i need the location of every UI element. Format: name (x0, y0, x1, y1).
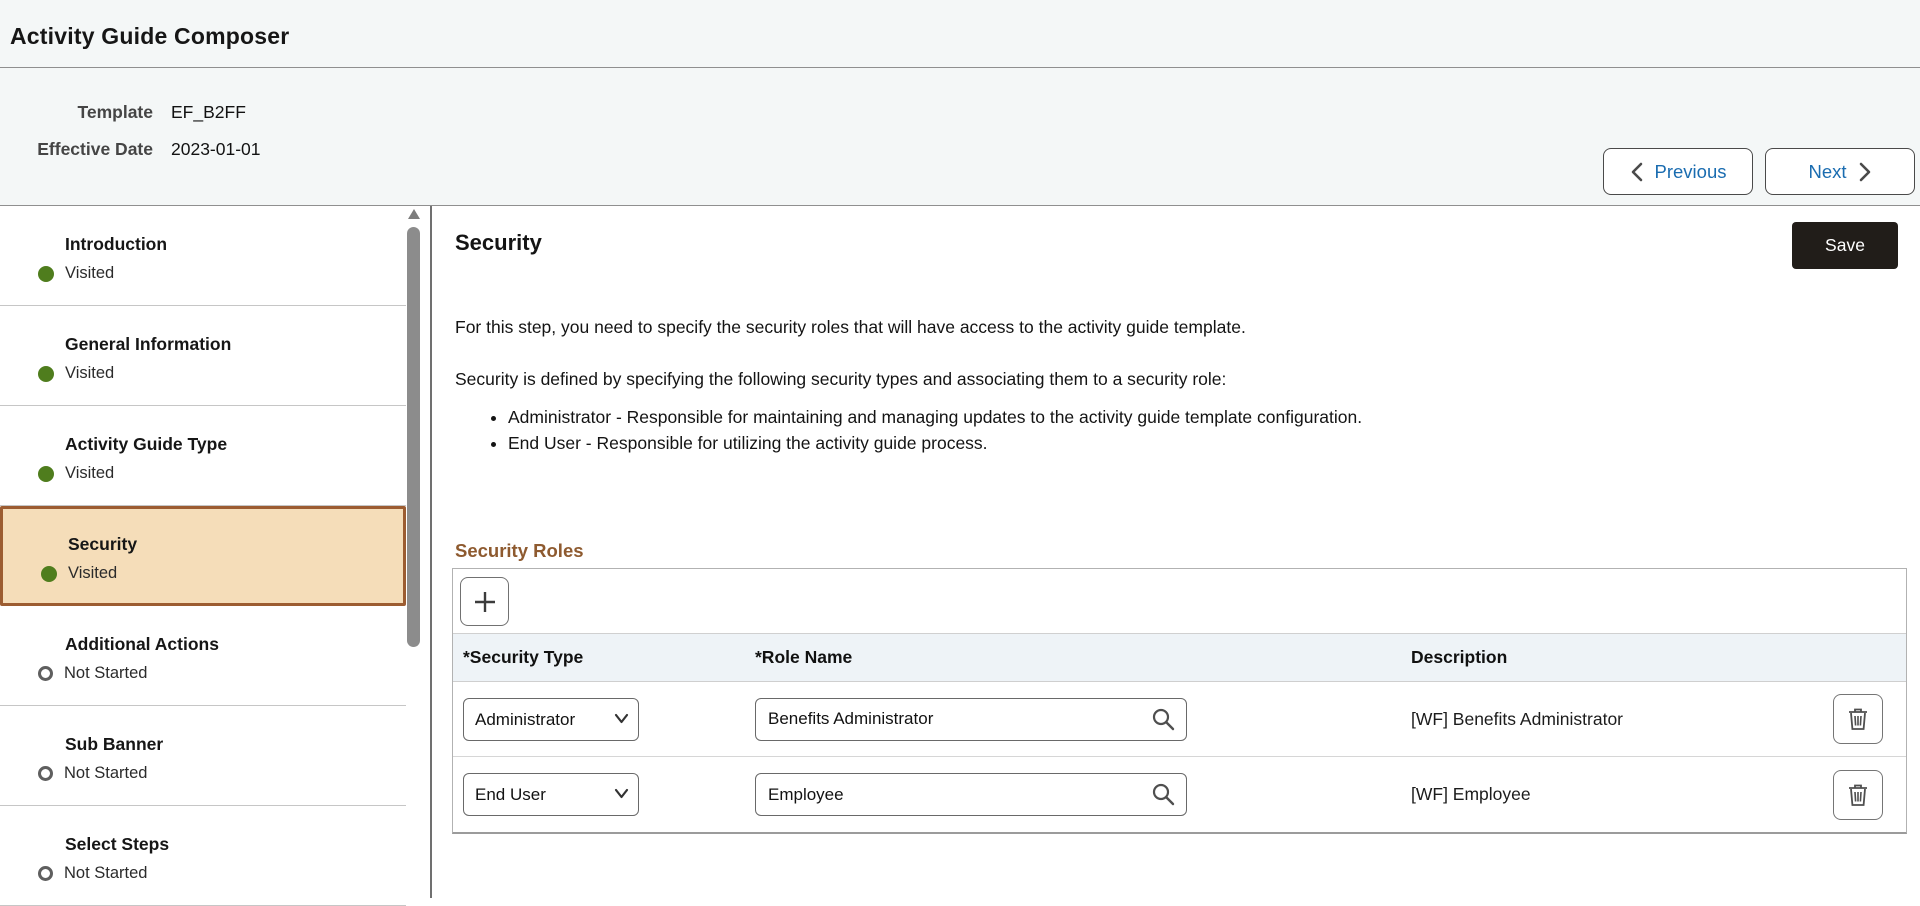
chevron-right-icon (1857, 162, 1872, 182)
step-title: Introduction (65, 234, 168, 254)
security-roles-section-title: Security Roles (455, 540, 584, 561)
search-icon[interactable] (1151, 707, 1176, 732)
bullet-administrator: • Administrator - Responsible for maintaining and managing updates to the activity guide template configuration. (508, 404, 1815, 430)
app-header (0, 0, 1920, 68)
chevron-left-icon (1630, 162, 1645, 182)
status-visited-icon (38, 266, 54, 282)
status-not-started-icon (38, 766, 53, 781)
step-status: Not Started (64, 764, 148, 782)
status-not-started-icon (38, 666, 53, 681)
role-name-input[interactable] (755, 698, 1187, 741)
security-type-select[interactable] (463, 698, 639, 741)
grid-header-row (453, 634, 1906, 682)
previous-button-label: Previous (1654, 160, 1727, 182)
bullet-end-user: • End User - Responsible for utilizing the activity guide process. (508, 430, 1815, 456)
status-not-started-icon (38, 866, 53, 881)
template-label: Template (77, 102, 153, 122)
status-visited-icon (38, 466, 54, 482)
effective-date-row (0, 138, 261, 160)
wizard-nav-buttons (1603, 148, 1915, 195)
step-title: Select Steps (65, 834, 170, 854)
scrollbar-thumb[interactable] (407, 227, 420, 647)
role-description: [WF] Employee (1411, 784, 1531, 804)
security-roles-grid (452, 568, 1907, 834)
step-status: Visited (65, 364, 115, 382)
sidebar-scrollbar[interactable] (407, 209, 421, 647)
step-title: Additional Actions (65, 634, 219, 654)
step-status: Visited (65, 264, 115, 282)
save-button[interactable]: Save (1792, 222, 1898, 269)
plus-icon (471, 588, 499, 616)
step-description (455, 314, 1815, 456)
step-title: Security (68, 534, 138, 554)
secondary-paragraph: Security is defined by specifying the following security types and associating them to a security role: (455, 369, 1227, 389)
step-title: General Information (65, 334, 232, 354)
sidebar-item-additional-actions[interactable] (0, 606, 406, 706)
add-row-button[interactable] (460, 577, 509, 626)
column-header-description: Description (1411, 647, 1508, 667)
sidebar-item-introduction[interactable] (0, 206, 406, 306)
role-description: [WF] Benefits Administrator (1411, 708, 1624, 729)
column-header-security-type: *Security Type (463, 647, 584, 667)
sidebar-item-sub-banner[interactable] (0, 706, 406, 806)
intro-paragraph: For this step, you need to specify the security roles that will have access to the activity guide template. (455, 317, 1246, 337)
step-title: Sub Banner (65, 734, 164, 754)
next-button-label: Next (1808, 160, 1847, 182)
page-title: Activity Guide Composer (10, 23, 290, 49)
table-row (453, 682, 1906, 757)
status-visited-icon (38, 366, 54, 382)
step-title: Activity Guide Type (65, 434, 228, 454)
sidebar-item-activity-guide-type[interactable] (0, 406, 406, 506)
table-row (453, 757, 1906, 832)
search-icon[interactable] (1151, 782, 1176, 807)
effective-date-value: 2023-01-01 (171, 139, 261, 159)
sidebar-item-select-steps[interactable] (0, 806, 406, 906)
role-name-input[interactable] (755, 773, 1187, 816)
sidebar-item-general-information[interactable] (0, 306, 406, 406)
delete-row-button[interactable] (1833, 694, 1883, 744)
scroll-up-arrow-icon[interactable] (408, 209, 420, 219)
step-status: Not Started (64, 864, 148, 882)
step-status: Not Started (64, 664, 148, 682)
column-header-role-name: *Role Name (755, 647, 853, 667)
step-status: Visited (65, 464, 115, 482)
template-info-band (0, 68, 1920, 206)
status-visited-icon (41, 566, 57, 582)
template-value: EF_B2FF (171, 102, 246, 122)
effective-date-label: Effective Date (37, 139, 153, 159)
grid-toolbar (453, 569, 1906, 634)
previous-button[interactable] (1603, 148, 1753, 195)
delete-row-button[interactable] (1833, 770, 1883, 820)
steps-sidebar (0, 206, 432, 898)
trash-icon (1848, 783, 1868, 807)
trash-icon (1848, 707, 1868, 731)
sidebar-item-security[interactable] (0, 506, 406, 606)
step-status: Visited (68, 564, 118, 582)
template-info (0, 101, 261, 175)
next-button[interactable] (1765, 148, 1915, 195)
main-panel (434, 206, 1920, 898)
page-step-title: Security (455, 230, 542, 255)
security-type-list (455, 404, 1815, 456)
security-type-select[interactable] (463, 773, 639, 816)
template-field-row (0, 101, 261, 123)
